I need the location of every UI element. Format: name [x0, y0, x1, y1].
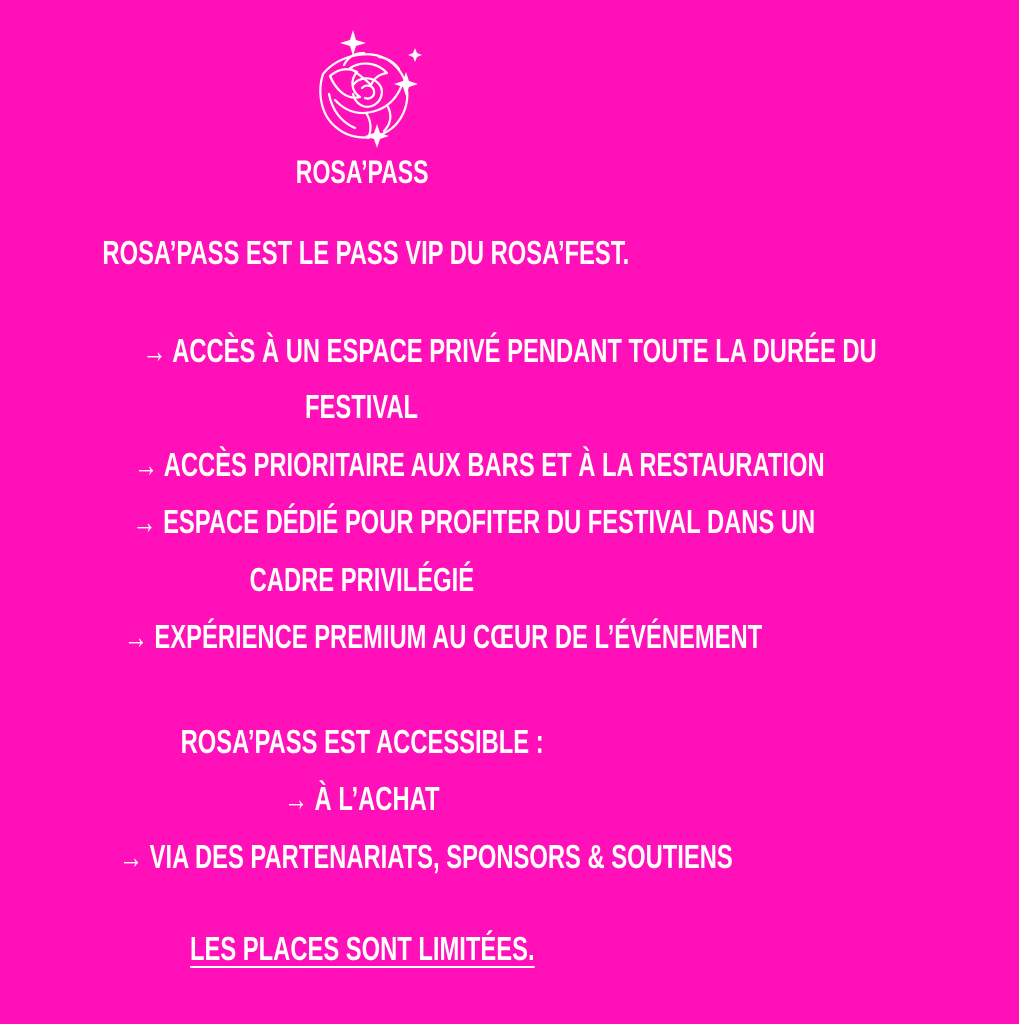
access-purchase-text: → À L’ACHAT	[284, 780, 440, 817]
rosa-pass-title-text: ROSA’PASS	[295, 154, 429, 190]
benefit-line-privileged-setting	[0, 563, 724, 596]
benefit-private-space-text: → ACCÈS À UN ESPACE PRIVÉ PENDANT TOUTE LA DURÉE DU	[142, 332, 877, 369]
pass-description	[0, 236, 724, 269]
benefit-dedicated-space-text: → ESPACE DÉDIÉ POUR PROFITER DU FESTIVAL DANS UN	[132, 503, 816, 540]
accessibility-heading	[0, 725, 724, 758]
access-partnerships-text: → VIA DES PARTENARIATS, SPONSORS & SOUTIENS	[119, 838, 733, 875]
benefit-festival-text: FESTIVAL	[305, 388, 419, 425]
benefit-line-private-space	[0, 332, 877, 369]
benefit-privileged-setting-text: CADRE PRIVILÉGIÉ	[249, 561, 475, 598]
benefit-line-dedicated-space	[0, 503, 816, 540]
accessibility-heading-text: ROSA’PASS EST ACCESSIBLE :	[180, 723, 544, 760]
pass-description-text: ROSA’PASS EST LE PASS VIP DU ROSA’FEST.	[102, 234, 630, 271]
benefit-premium-experience-text: → EXPÉRIENCE PREMIUM AU CŒUR DE L’ÉVÉNEMENT	[124, 618, 763, 655]
benefit-line-premium-experience	[0, 618, 763, 655]
access-partnerships-line	[0, 838, 733, 875]
access-purchase-line	[0, 782, 724, 815]
benefit-line-festival	[0, 390, 724, 423]
limited-places-text: LES PLACES SONT LIMITÉES.	[189, 930, 535, 967]
limited-places-notice	[0, 932, 724, 965]
benefit-priority-access-text: → ACCÈS PRIORITAIRE AUX BARS ET À LA RESTAURATION	[134, 446, 825, 483]
rose-sparkle-icon	[305, 30, 430, 148]
benefit-line-priority-access	[0, 446, 825, 483]
rosa-pass-title	[0, 156, 724, 188]
